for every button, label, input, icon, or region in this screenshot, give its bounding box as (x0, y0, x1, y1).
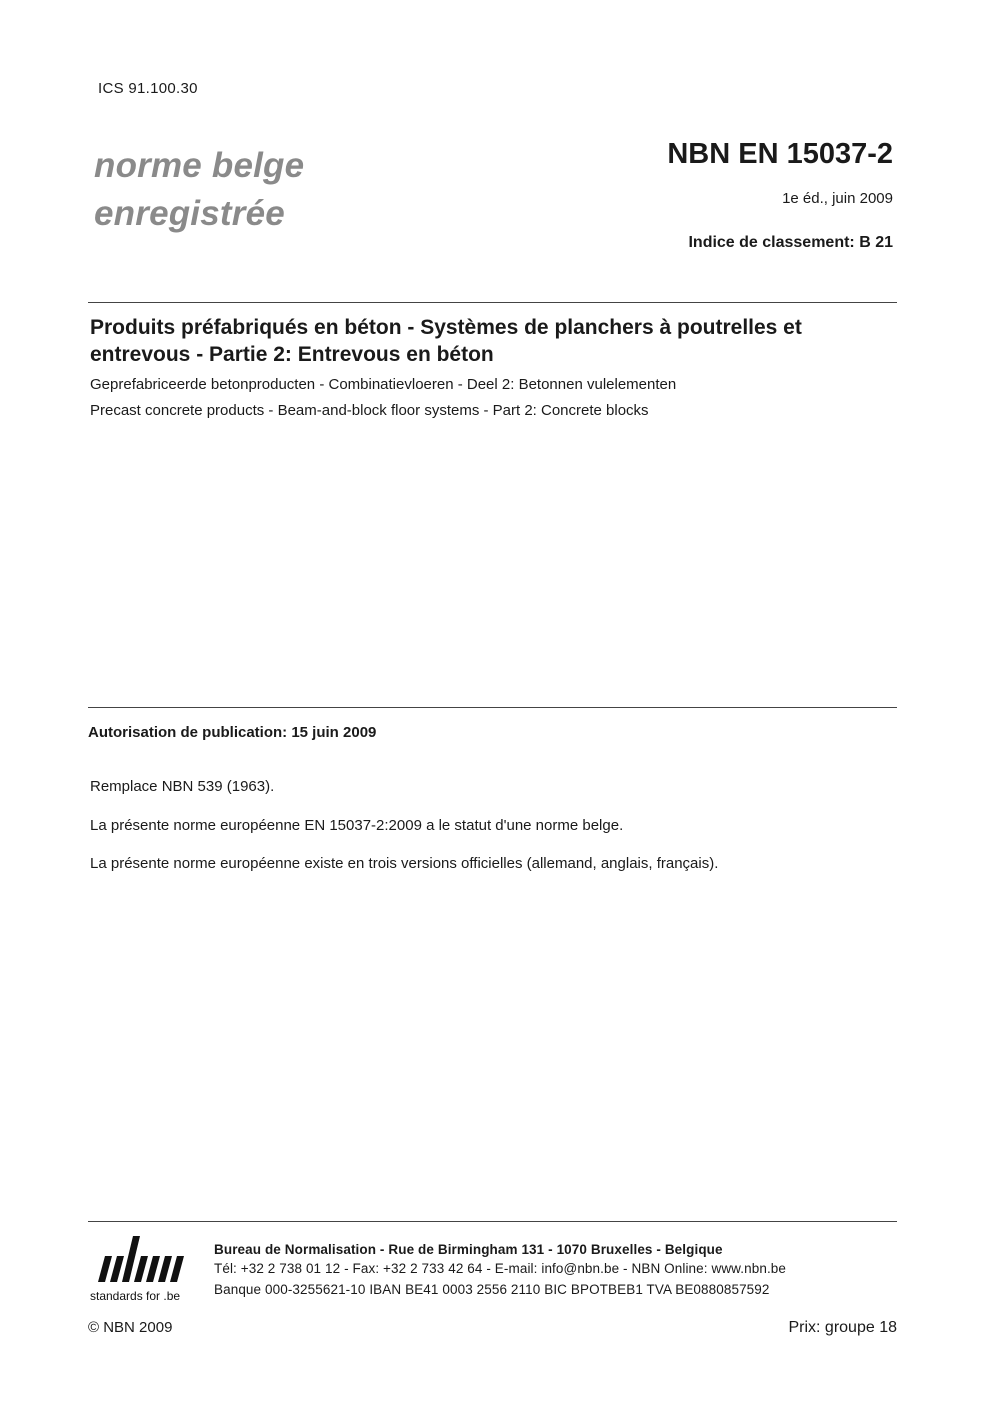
ics-code: ICS 91.100.30 (98, 80, 198, 97)
replaces-note: Remplace NBN 539 (1963). (90, 778, 275, 795)
nbn-logo-mark-icon (88, 1230, 200, 1306)
title-french: Produits préfabriqués en béton - Systèmes de planchers à poutrelles et entrevous - Partie 2: Entrevous en béton (90, 316, 802, 366)
brand-line-2: enregistrée (94, 194, 285, 233)
standard-number: NBN EN 15037-2 (667, 138, 893, 170)
footer-bank: Banque 000-3255621-10 IBAN BE41 0003 2556 2110 BIC BPOTBEB1 TVA BE0880857592 (214, 1282, 770, 1297)
versions-note: La présente norme européenne existe en trois versions officielles (allemand, anglais, français). (90, 855, 719, 872)
divider-footer (88, 1221, 897, 1222)
footer-address: Bureau de Normalisation - Rue de Birmingham 131 - 1070 Bruxelles - Belgique (214, 1242, 723, 1257)
copyright: © NBN 2009 (88, 1319, 173, 1336)
title-dutch: Geprefabriceerde betonproducten - Combinatievloeren - Deel 2: Betonnen vulelementen (90, 376, 677, 393)
status-note: La présente norme européenne EN 15037-2:2009 a le statut d'une norme belge. (90, 817, 624, 834)
divider-top (88, 302, 897, 303)
edition-date: 1e éd., juin 2009 (782, 190, 893, 207)
brand-label (94, 142, 304, 238)
price-group: Prix: groupe 18 (788, 1319, 897, 1336)
classification-index: Indice de classement: B 21 (688, 234, 893, 251)
nbn-logo (88, 1230, 200, 1306)
logo-tagline: standards for .be (90, 1289, 181, 1303)
divider-middle (88, 707, 897, 708)
publication-authorisation: Autorisation de publication: 15 juin 2009 (88, 724, 377, 741)
title-english: Precast concrete products - Beam-and-block floor systems - Part 2: Concrete blocks (90, 402, 649, 419)
brand-line-1: norme belge (94, 146, 305, 185)
footer-contact: Tél: +32 2 738 01 12 - Fax: +32 2 733 42 64 - E-mail: info@nbn.be - NBN Online: www.nbn.be (214, 1261, 787, 1276)
